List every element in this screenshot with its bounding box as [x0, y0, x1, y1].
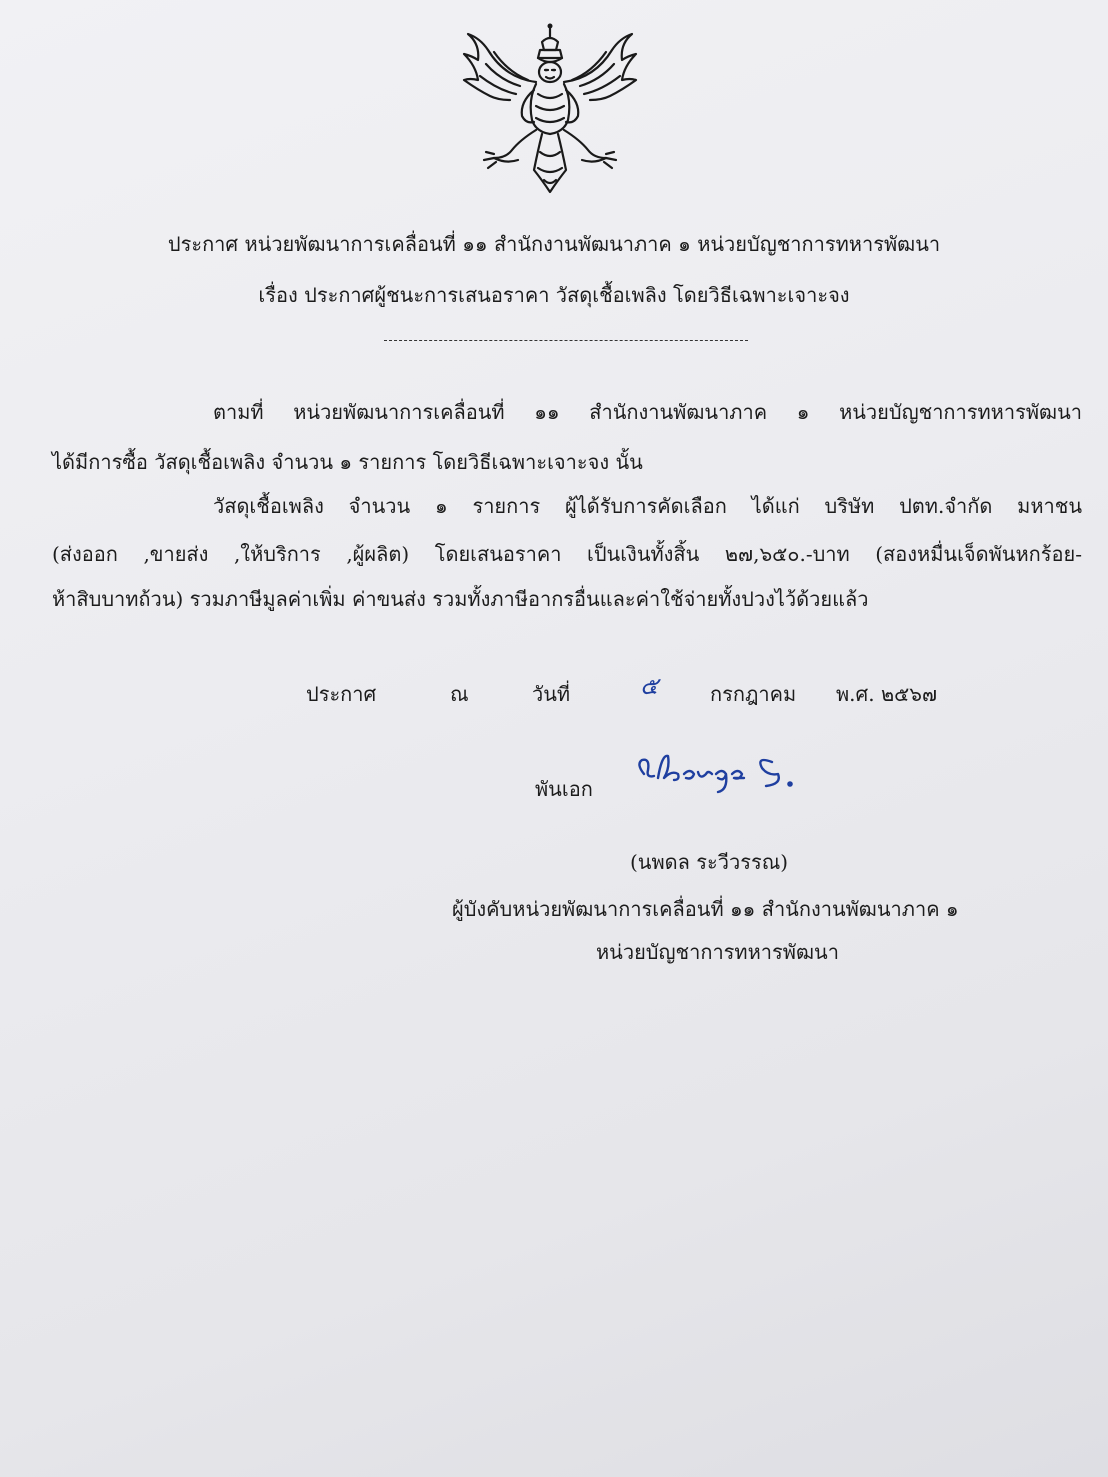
- signer-position-line-1: ผู้บังคับหน่วยพัฒนาการเคลื่อนที่ ๑๑ สำนักงานพัฒนาภาค ๑: [452, 897, 959, 921]
- date-at-label: ณ: [450, 682, 469, 706]
- signer-name: (นพดล ระวีวรรณ): [630, 850, 789, 874]
- handwritten-signature: [632, 748, 832, 800]
- body-paragraph-1-line-2: ได้มีการซื้อ วัสดุเชื้อเพลิง จำนวน ๑ รายการ โดยวิธีเฉพาะเจาะจง นั้น: [52, 450, 643, 474]
- body-paragraph-2-line-3: ห้าสิบบาทถ้วน) รวมภาษีมูลค่าเพิ่ม ค่าขนส่ง รวมทั้งภาษีอากรอื่นและค่าใช้จ่ายทั้งปวงไว้ด้วยแล้ว: [52, 587, 869, 611]
- garuda-emblem-icon: [450, 20, 650, 200]
- announcement-date: [0, 672, 1108, 712]
- signer-rank: พันเอก: [535, 777, 593, 801]
- header-divider: [384, 340, 748, 341]
- date-day-handwritten: ๕: [640, 672, 659, 700]
- announcement-title: ประกาศ หน่วยพัฒนาการเคลื่อนที่ ๑๑ สำนักงานพัฒนาภาค ๑ หน่วยบัญชาการทหารพัฒนา: [167, 232, 941, 256]
- signer-position-line-2: หน่วยบัญชาการทหารพัฒนา: [596, 940, 839, 964]
- body-paragraph-2-line-2: (ส่งออก ,ขายส่ง ,ให้บริการ ,ผู้ผลิต) โดยเสนอราคา เป็นเงินทั้งสิ้น ๒๗,๖๕๐.-บาท (สองหมื่นเจ็ดพันหกร้อย-: [52, 542, 1082, 566]
- date-month: กรกฎาคม: [710, 682, 797, 706]
- announcement-subject: เรื่อง ประกาศผู้ชนะการเสนอราคา วัสดุเชื้อเพลิง โดยวิธีเฉพาะเจาะจง: [258, 283, 850, 307]
- body-paragraph-1-line-1: ตามที่ หน่วยพัฒนาการเคลื่อนที่ ๑๑ สำนักงานพัฒนาภาค ๑ หน่วยบัญชาการทหารพัฒนา: [213, 400, 1082, 424]
- date-day-label: วันที่: [532, 682, 571, 706]
- date-announce-label: ประกาศ: [306, 682, 377, 706]
- body-paragraph-2-line-1: วัสดุเชื้อเพลิง จำนวน ๑ รายการ ผู้ได้รับการคัดเลือก ได้แก่ บริษัท ปตท.จำกัด มหาชน: [213, 494, 1082, 518]
- date-year: พ.ศ. ๒๕๖๗: [836, 682, 938, 706]
